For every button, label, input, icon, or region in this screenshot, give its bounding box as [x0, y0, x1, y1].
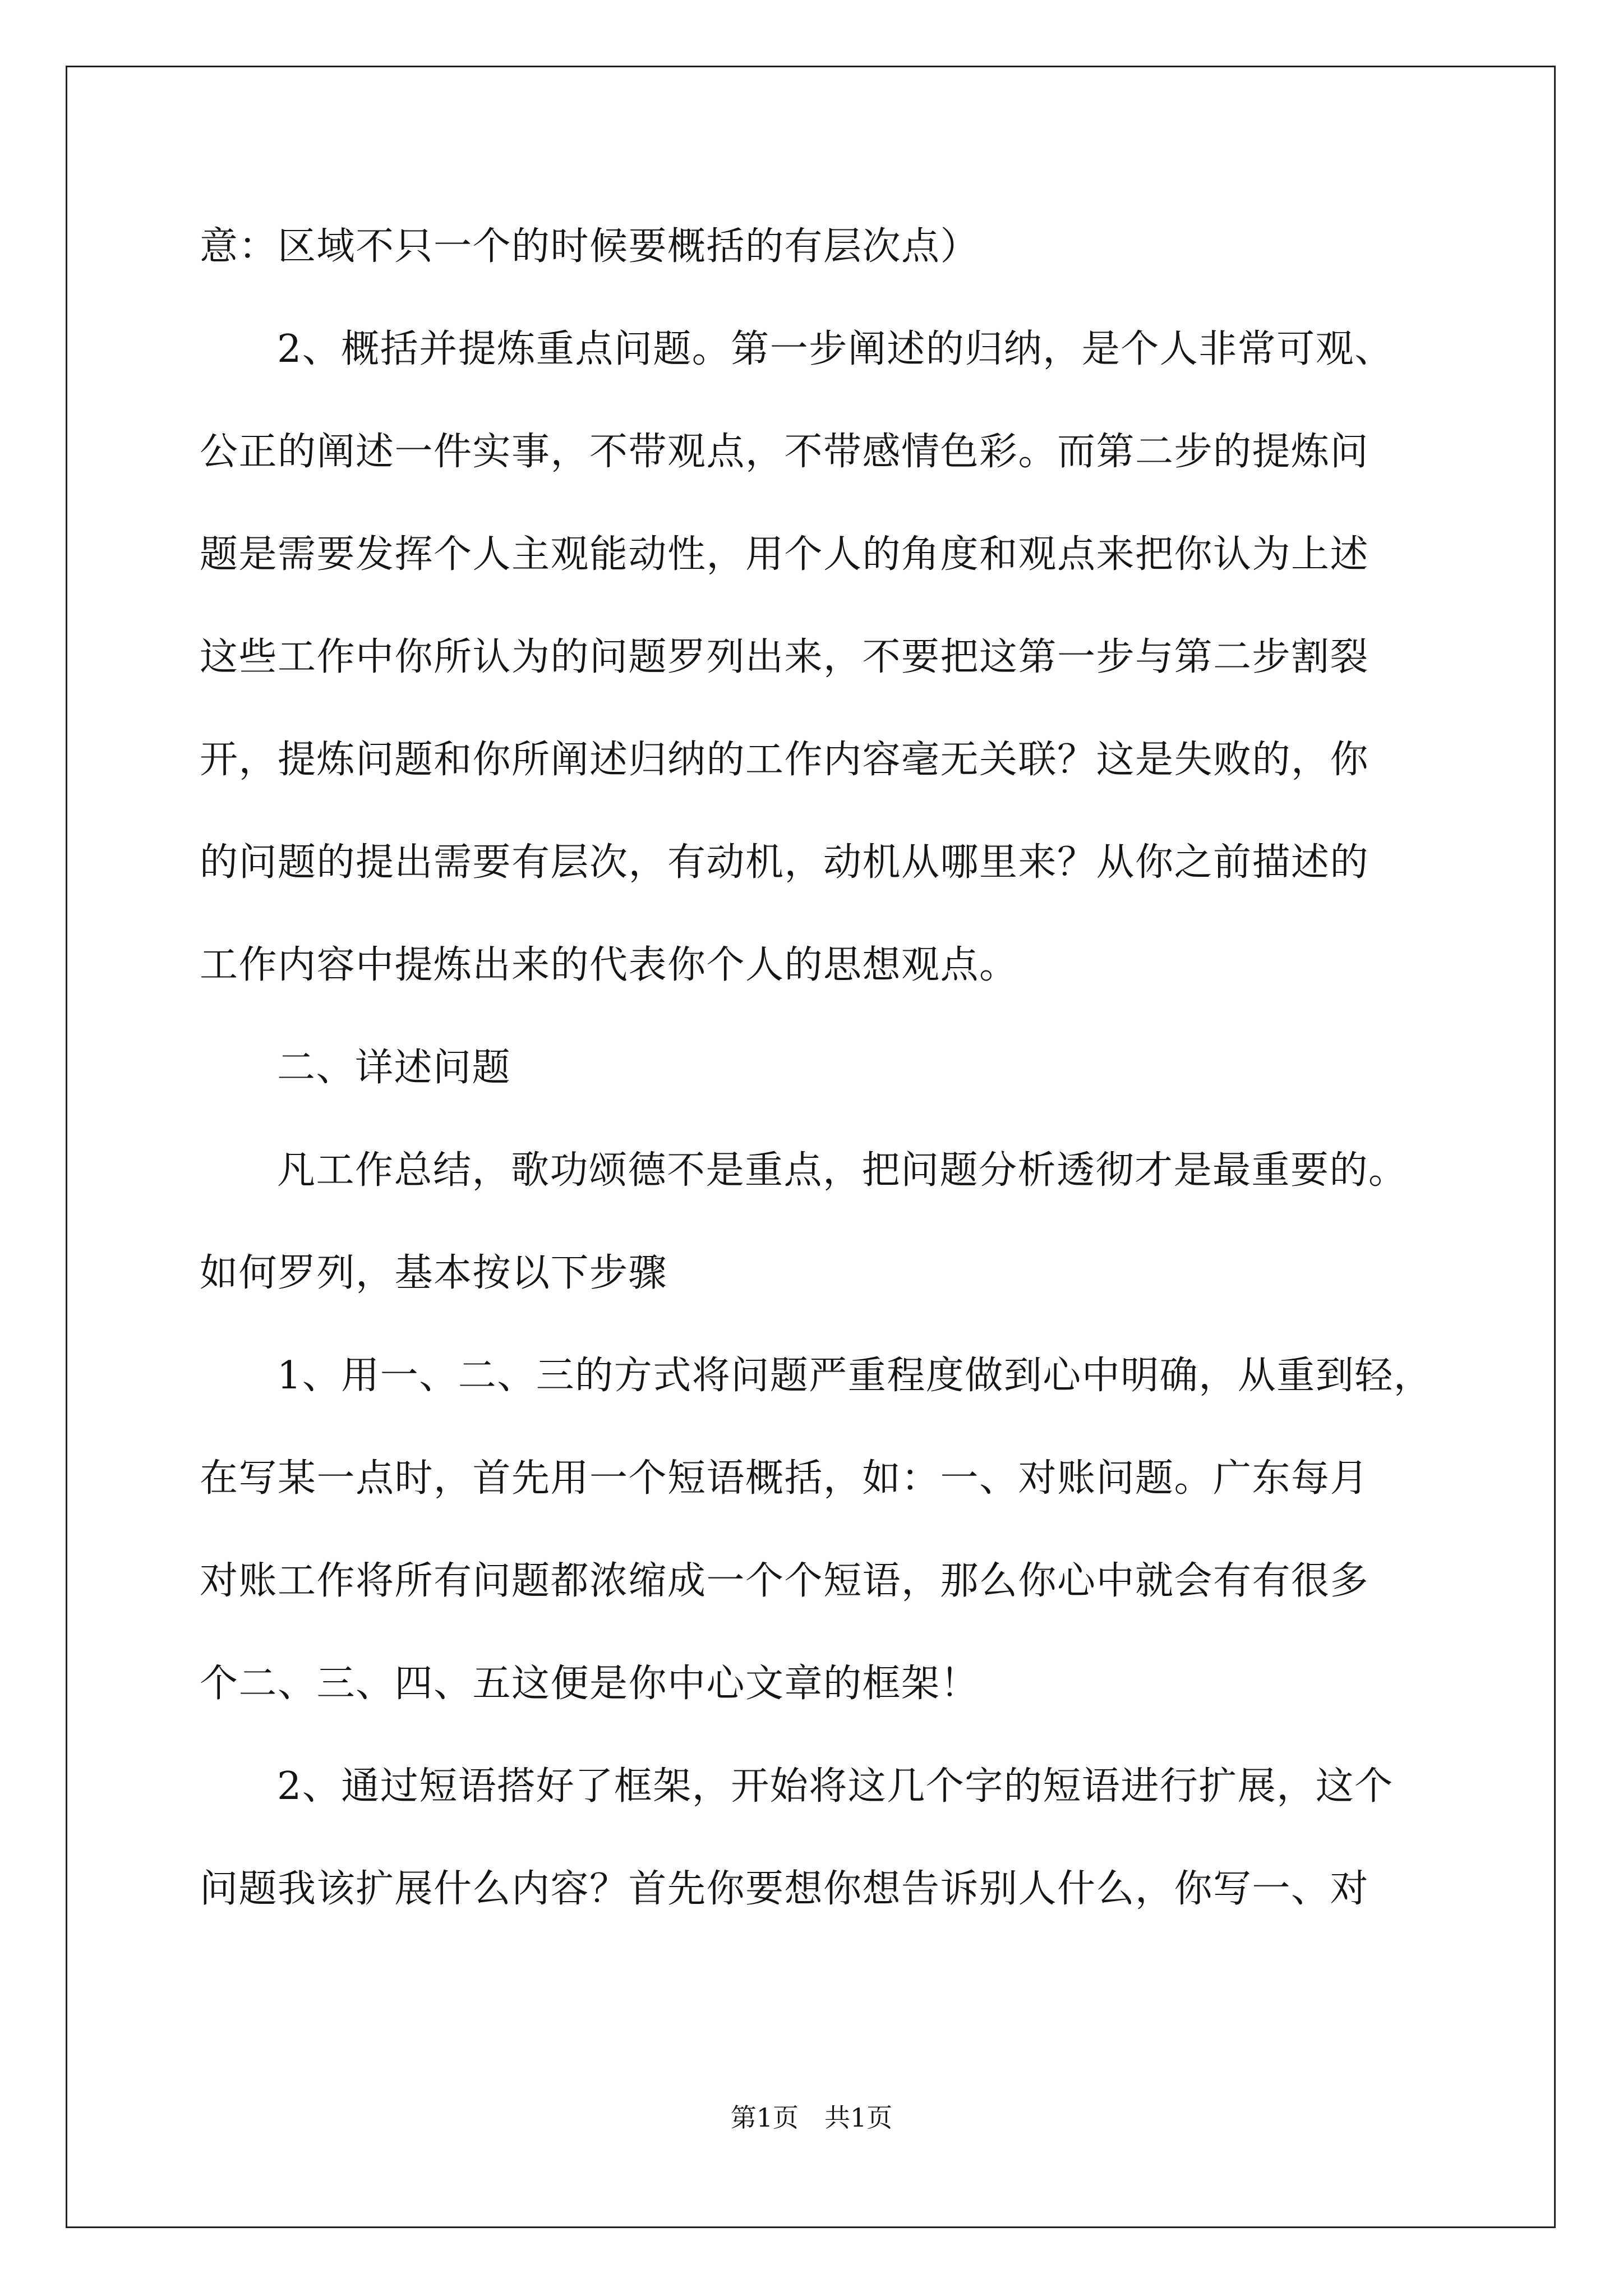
- text-line-12: 1、用一、二、三的方式将问题严重程度做到心中明确，从重到轻，: [277, 1354, 1433, 1398]
- text-line-1: 意：区域不只一个的时候要概括的有层次点）: [200, 224, 980, 269]
- text-line-10: 凡工作总结，歌功颂德不是重点，把问题分析透彻才是最重要的。: [277, 1148, 1408, 1193]
- text-line-5: 这些工作中你所认为的问题罗列出来，不要把这第一步与第二步割裂: [200, 635, 1370, 679]
- text-line-8: 工作内容中提炼出来的代表你个人的思想观点。: [200, 943, 1018, 987]
- text-line-7: 的问题的提出需要有层次，有动机，动机从哪里来？从你之前描述的: [200, 840, 1370, 885]
- text-line-2: 2、概括并提炼重点问题。第一步阐述的归纳，是个人非常可观、: [277, 327, 1394, 371]
- page-number-footer: 第1页 共1页: [730, 2102, 893, 2133]
- text-line-6: 开，提炼问题和你所阐述归纳的工作内容毫无关联？这是失败的，你: [200, 738, 1370, 782]
- document-body: [200, 219, 1433, 1964]
- text-line-4: 题是需要发挥个人主观能动性，用个人的角度和观点来把你认为上述: [200, 532, 1370, 577]
- text-line-17: 问题我该扩展什么内容？首先你要想你想告诉别人什么，你写一、对: [200, 1867, 1370, 1911]
- text-line-11: 如何罗列，基本按以下步骤: [200, 1251, 668, 1295]
- text-line-15: 个二、三、四、五这便是你中心文章的框架！: [200, 1662, 980, 1706]
- text-line-14: 对账工作将所有问题都浓缩成一个个短语，那么你心中就会有有很多: [200, 1559, 1370, 1603]
- section-heading: 二、详述问题: [277, 1046, 511, 1090]
- text-line-3: 公正的阐述一件实事，不带观点，不带感情色彩。而第二步的提炼问: [200, 430, 1370, 474]
- text-line-16: 2、通过短语搭好了框架，开始将这几个字的短语进行扩展，这个: [277, 1764, 1394, 1809]
- text-line-13: 在写某一点时，首先用一个短语概括，如：一、对账问题。广东每月: [200, 1456, 1370, 1501]
